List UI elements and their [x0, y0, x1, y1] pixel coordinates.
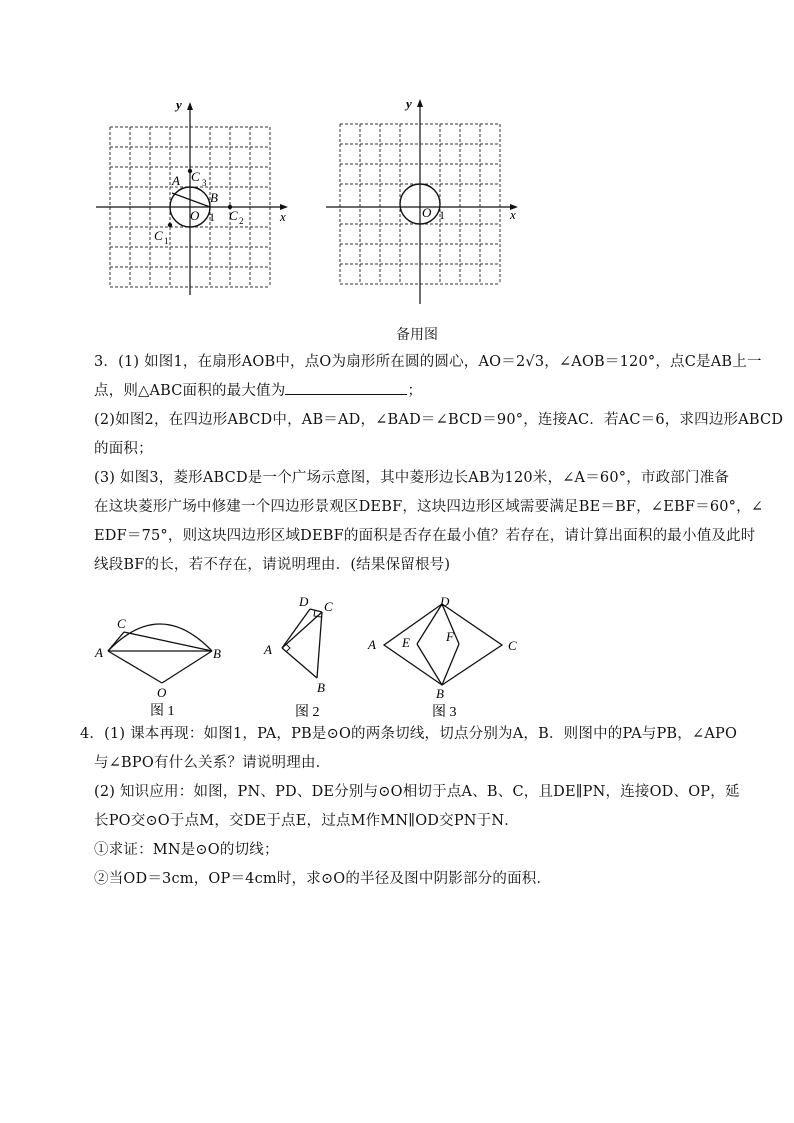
point-c-label: C	[508, 638, 517, 653]
point-e-label: E	[402, 635, 410, 650]
point-c1-label: C	[154, 228, 163, 243]
point-c-label: C	[117, 616, 126, 631]
q3-line-3: (2)如图2，在四边形ABCD中，AB＝AD，∠BAD＝∠BCD＝90°，连接AC．若AC＝6，求四边形ABCD	[94, 412, 784, 428]
q3-line-2	[94, 377, 724, 406]
q4-line-1: 4．(1) 课本再现：如图1，PA，PB是⊙O的两条切线，切点分别为A，B．则图中的PA与PB，∠APO	[80, 726, 738, 742]
answer-blank	[285, 380, 407, 395]
point-d-label: D	[440, 594, 450, 609]
backup-figure-caption: 备用图	[396, 327, 438, 343]
q3-line-1: 3．(1) 如图1，在扇形AOB中，点O为扇形所在圆的圆心，AO＝2√3，∠AOB＝120°，点C是AB上一	[94, 354, 762, 370]
point-a-label: A	[172, 173, 180, 188]
point-b-label: B	[213, 646, 221, 661]
figure-3-caption: 图 3	[432, 705, 457, 720]
q4-line-6: ②当OD＝3cm，OP＝4cm时，求⊙O的半径及图中阴影部分的面积．	[94, 871, 552, 887]
origin-label: O	[422, 205, 432, 220]
q3-figure-1	[90, 605, 230, 720]
x-axis-label: x	[280, 209, 286, 224]
figure-2-caption: 图 2	[295, 705, 320, 720]
q4-line-3: (2) 知识应用：如图，PN、PD、DE分别与⊙O相切于点A、B、C，且DE∥PN，连接OD、OP，延	[94, 784, 740, 800]
point-o-label: O	[157, 685, 167, 700]
q3-figure-3	[362, 592, 532, 722]
point-c2-subscript: 2	[239, 216, 244, 226]
point-f-label: F	[446, 629, 454, 644]
q3-line-2-text: 点，则△ABC面积的最大值为	[94, 383, 286, 399]
point-a-label: A	[368, 637, 376, 652]
q3-line-7: EDF＝75°，则这块四边形区域DEBF的面积是否存在最小值？若存在，请计算出面积的最小值及此时	[94, 528, 756, 544]
unit-one-label: 1	[439, 208, 445, 222]
question-3	[94, 348, 784, 580]
point-b-label: B	[210, 190, 218, 205]
q3-line-6: 在这块菱形广场中修建一个四边形景观区DEBF，这块四边形区域需要满足BE＝BF，∠EBF＝60°，∠	[94, 499, 764, 515]
origin-label: O	[190, 208, 200, 223]
figure-1-caption: 图 1	[150, 704, 175, 719]
unit-one-label: 1	[209, 210, 215, 224]
question-4	[80, 720, 740, 894]
x-axis-label: x	[510, 207, 516, 222]
q4-line-5: ①求证：MN是⊙O的切线；	[94, 842, 279, 858]
q4-line-2: 与∠BPO有什么关系？请说明理由．	[94, 755, 331, 771]
coordinate-grid-figure-backup	[322, 92, 532, 307]
point-b-label: B	[436, 686, 444, 701]
q3-line-5: (3) 如图3，菱形ABCD是一个广场示意图，其中菱形边长AB为120米，∠A＝60°，市政部门准备	[94, 470, 730, 486]
point-b-label: B	[317, 680, 325, 695]
y-axis-label: y	[406, 96, 412, 111]
y-axis-label: y	[176, 97, 182, 112]
q3-line-4: 的面积；	[94, 441, 153, 457]
q4-line-4: 长PO交⊙O于点M，交DE于点E，过点M作MN∥OD交PN于N．	[94, 813, 519, 829]
point-a-label: A	[95, 645, 103, 660]
coordinate-grid-figure-1	[92, 95, 302, 295]
point-c3-label: C	[191, 169, 200, 184]
point-c3-subscript: 3	[202, 178, 207, 188]
point-d-label: D	[299, 594, 309, 609]
point-c1-subscript: 1	[164, 236, 169, 246]
q3-figure-2	[255, 592, 355, 722]
point-a-label: A	[264, 642, 272, 657]
point-c2-label: C	[229, 208, 238, 223]
point-c-label: C	[324, 599, 333, 614]
q3-line-8: 线段BF的长，若不存在，请说明理由．(结果保留根号)	[94, 557, 451, 573]
q3-line-2-end: ；	[407, 383, 423, 399]
